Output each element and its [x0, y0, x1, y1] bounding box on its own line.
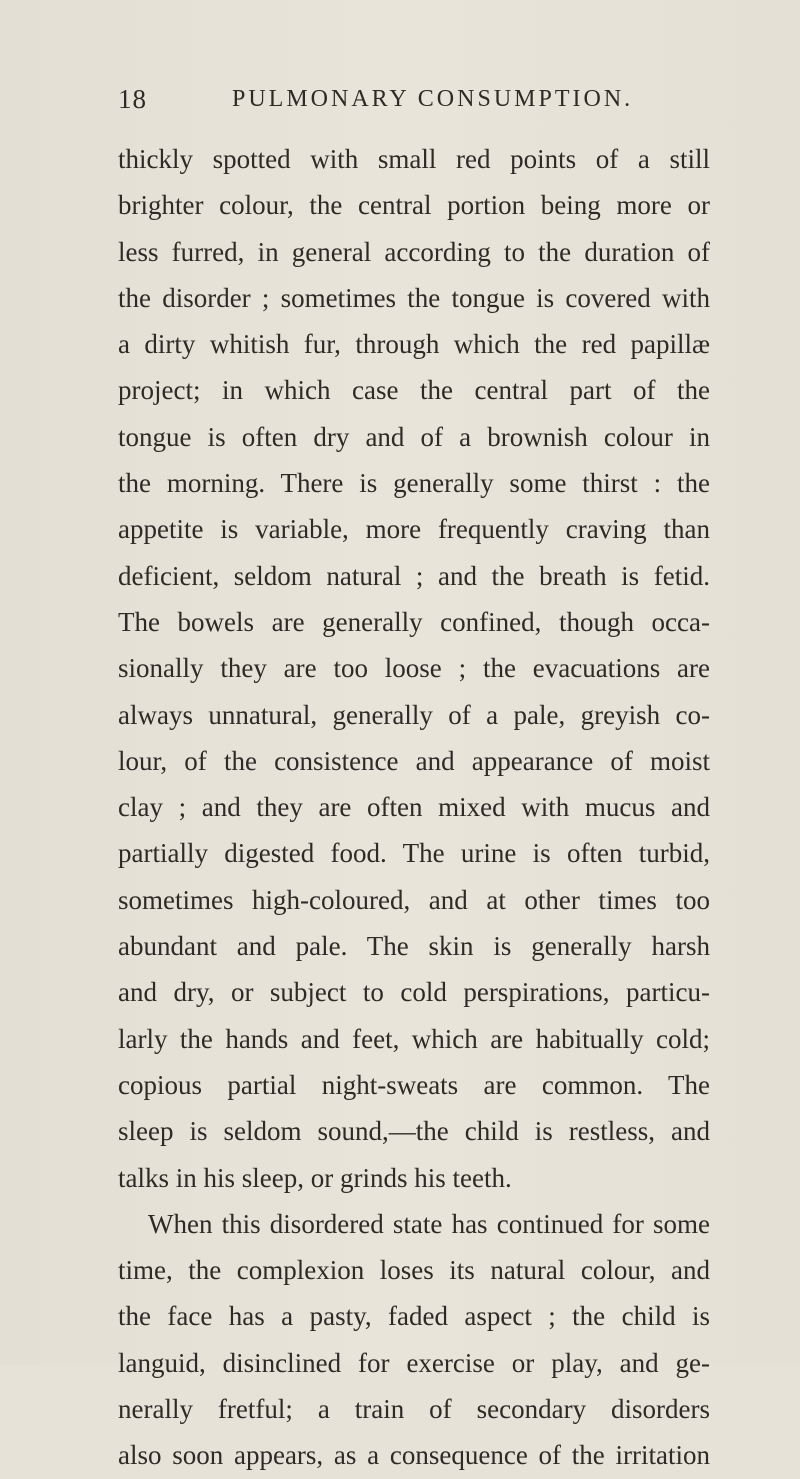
text-line: and dry, or subject to cold perspirations, particu- [118, 977, 710, 1008]
text-line: thickly spotted with small red points of a still [118, 144, 710, 174]
text-line: nerally fretful; a train of secondary disorders [118, 1394, 710, 1425]
text-line: less furred, in general according to the duration of [118, 236, 710, 267]
text-line: always unnatural, generally of a pale, greyish co- [118, 699, 710, 730]
text-line: sionally they are too loose ; the evacuations are [118, 653, 710, 684]
text-line: time, the complexion loses its natural colour, and [118, 1255, 710, 1286]
running-title: PULMONARY CONSUMPTION. [232, 86, 634, 112]
text-line-paragraph-end: talks in his sleep, or grinds his teeth. [118, 1162, 512, 1193]
page-header [118, 84, 718, 124]
text-line-paragraph-start: When this disordered state has continued for some [148, 1208, 710, 1239]
text-line: sometimes high-coloured, and at other times too [118, 884, 710, 915]
text-line: languid, disinclined for exercise or play, and ge- [118, 1347, 710, 1378]
text-line: brighter colour, the central portion being more or [118, 190, 710, 221]
text-line: the face has a pasty, faded aspect ; the child is [118, 1301, 710, 1332]
text-line: project; in which case the central part of the [118, 375, 710, 406]
text-line: The bowels are generally confined, though occa- [118, 606, 710, 637]
text-line: sleep is seldom sound,—the child is restless, and [118, 1116, 710, 1147]
text-line: the disorder ; sometimes the tongue is covered with [118, 282, 710, 313]
text-line: copious partial night-sweats are common. The [118, 1069, 710, 1100]
text-line: also soon appears, as a consequence of the irritation [118, 1440, 710, 1471]
text-line: tongue is often dry and of a brownish colour in [118, 421, 710, 452]
page-number: 18 [118, 84, 147, 114]
text-line: larly the hands and feet, which are habitually cold; [118, 1023, 710, 1054]
text-line: clay ; and they are often mixed with mucus and [118, 792, 710, 823]
text-line: lour, of the consistence and appearance of moist [118, 745, 710, 776]
text-line: the morning. There is generally some thirst : the [118, 468, 710, 499]
text-line: a dirty whitish fur, through which the red papillæ [118, 329, 710, 360]
text-line: partially digested food. The urine is often turbid, [118, 838, 710, 869]
text-line: deficient, seldom natural ; and the breath is fetid. [118, 560, 710, 591]
body-text [118, 136, 710, 1479]
text-line: appetite is variable, more frequently craving than [118, 514, 710, 545]
text-line: abundant and pale. The skin is generally harsh [118, 931, 710, 962]
